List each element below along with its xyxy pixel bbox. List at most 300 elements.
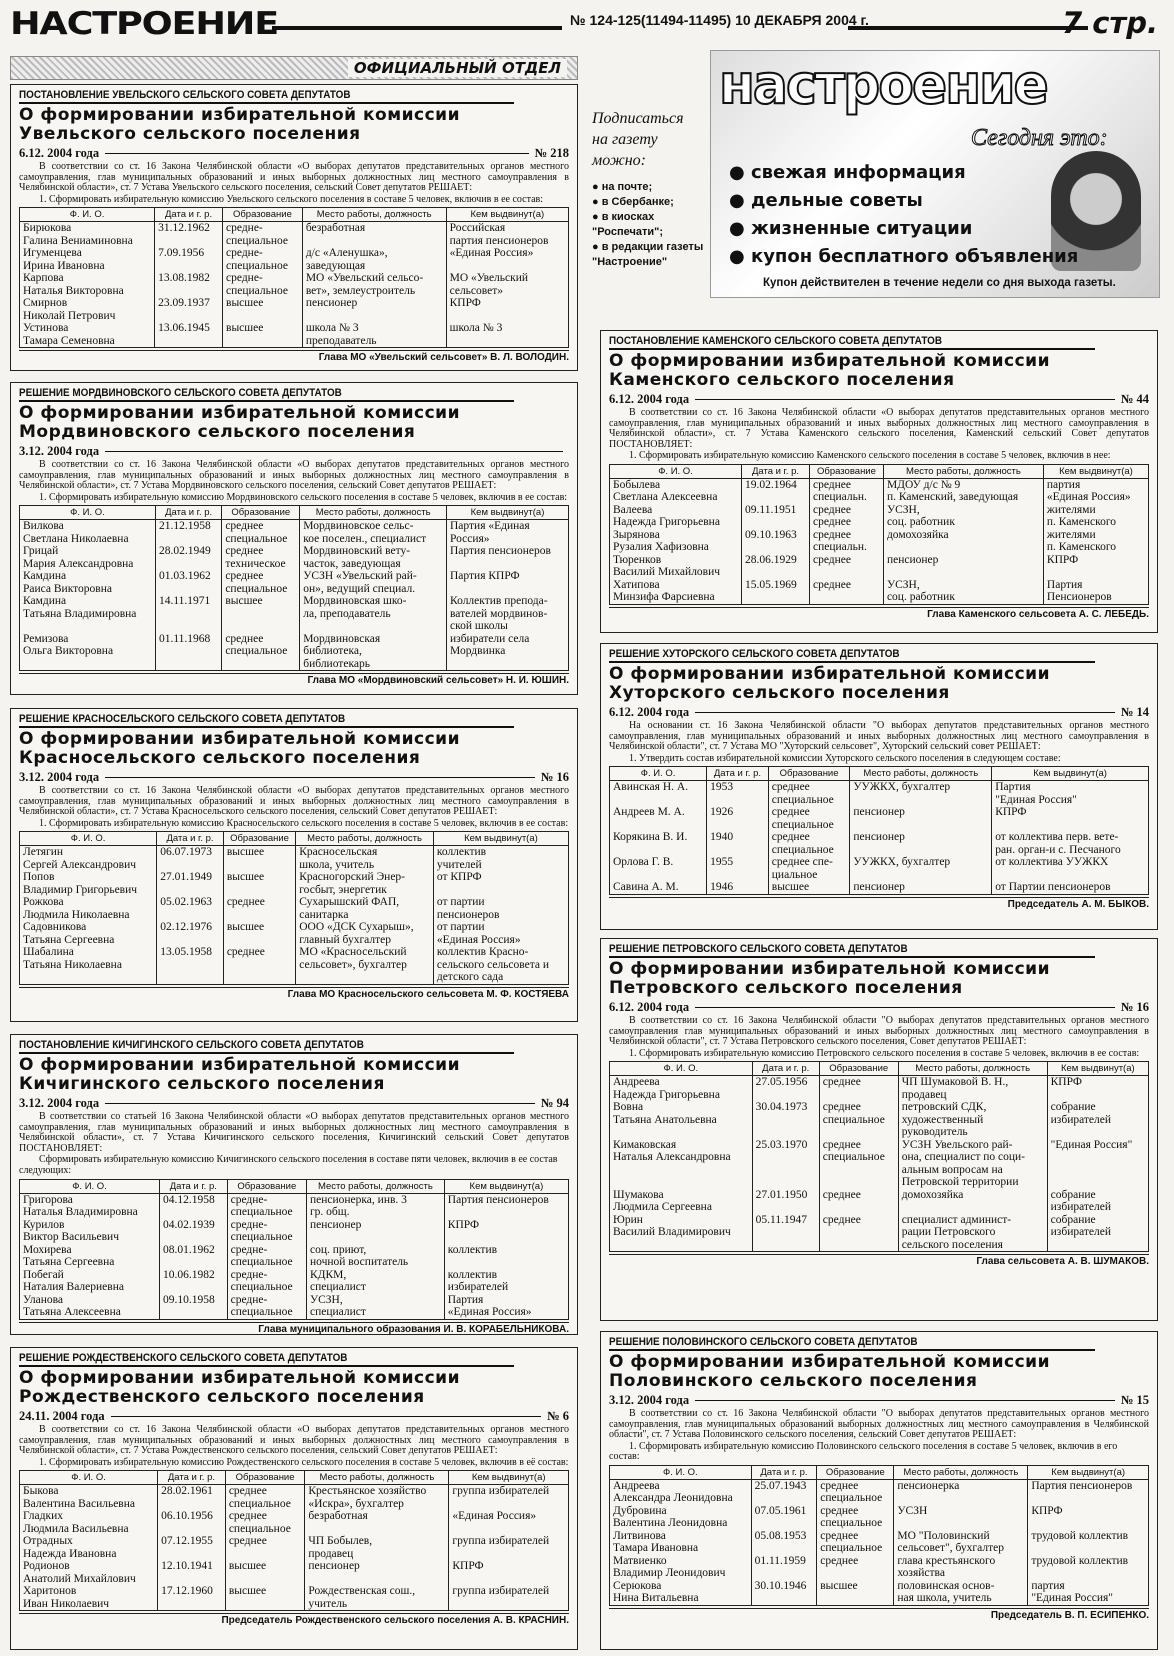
table-cell: Мохирева Татьяна Сергеевна — [20, 1244, 160, 1269]
table-cell: средне- специальное — [227, 1219, 306, 1244]
article-text: 1. Сформировать избирательную комиссию Петровского сельского поселения в составе 5 человек, включив в ее состав: — [629, 1047, 1140, 1059]
column-header: Дата и г. р. — [155, 208, 223, 222]
table-cell: среднее специальное — [819, 1101, 898, 1139]
table-row — [20, 1193, 569, 1219]
table-cell: Зырянова Рузалия Хафизовна — [610, 529, 742, 554]
table-cell: Российская партия пенсионеров — [446, 222, 568, 248]
column-header: Ф. И. О. — [610, 464, 742, 478]
article-kicker: РЕШЕНИЕ ХУТОРСКОГО СЕЛЬСКОГО СОВЕТА ДЕПУТАТОВ — [609, 648, 1095, 663]
article-text: 1. Сформировать избирательную комиссию Половинского сельского поселения в составе 5 человек, включив в его состав: — [609, 1440, 1118, 1463]
signature: Глава МО «Увельский сельсовет» В. Л. ВОЛОДИН. — [19, 350, 569, 363]
article-date: 6.12. 2004 года — [19, 146, 100, 160]
table-cell: 15.05.1969 — [742, 579, 810, 605]
column-header: Ф. И. О. — [610, 1062, 753, 1076]
table-cell: Мордвиновская шко- ла, преподаватель — [300, 595, 447, 633]
table-row — [610, 554, 1149, 579]
table-row — [610, 806, 1149, 831]
article-title: О формировании избирательной комиссии Мордвиновского сельского поселения — [19, 403, 461, 442]
article-number: № 218 — [534, 146, 569, 160]
list-item: ● в Сбербанке; — [592, 195, 712, 210]
article-text: В соответствии со ст. 16 Закона Челябинской области "О выборах депутатов представительных органов местного самоуправления, глав муниципальных образований выборных должностных лиц местного самоуправления в Челябинской области", ст. 7 Устава Половинского сельского поселения, сельский Совет депутатов РЕШАЕТ: — [609, 1408, 1149, 1441]
table-cell: Побегай Наталия Валериевна — [20, 1269, 160, 1294]
table-cell: УСЗН Увельского рай- она, специалист по соци- альным вопросам на Петровской территории — [898, 1139, 1047, 1189]
table-cell: 07.12.1955 — [158, 1535, 226, 1560]
table-cell: собрание избирателей — [1047, 1214, 1148, 1252]
table-cell: Партия "Единая Россия" — [992, 781, 1149, 807]
table-cell: Шумакова Людмила Сергеевна — [610, 1189, 753, 1214]
table-row — [20, 1219, 569, 1244]
table-cell: УСЗН — [894, 1505, 1028, 1530]
table-cell: средне- специальное — [223, 222, 303, 248]
table-cell: УУЖКХ, бухгалтер — [850, 781, 992, 807]
table-cell: 09.10.1963 — [742, 529, 810, 554]
table-cell: средне- специальное — [227, 1193, 306, 1219]
table-row — [20, 946, 569, 984]
table-cell: Рождественская сош., учитель — [305, 1585, 449, 1611]
signature: Глава муниципального образования И. В. КОРАБЕЛЬНИКОВА. — [19, 1322, 569, 1335]
article-number: № 16 — [540, 770, 569, 784]
table-row — [610, 1101, 1149, 1139]
column-header: Кем выдвинут(а) — [1047, 1062, 1148, 1076]
article-kicker: РЕШЕНИЕ КРАСНОСЕЛЬСКОГО СЕЛЬСКОГО СОВЕТА ДЕПУТАТОВ — [19, 713, 514, 728]
column-header: Дата и г. р. — [160, 1179, 228, 1193]
table-cell: 05.02.1963 — [157, 896, 224, 921]
column-header: Дата и г. р. — [751, 1465, 817, 1479]
table-row — [20, 272, 569, 297]
article-date: 24.11. 2004 года — [19, 1409, 105, 1423]
table-cell: 21.12.1958 — [155, 520, 221, 546]
article-title: О формировании избирательной комиссии Половинского сельского поселения — [609, 1352, 1051, 1391]
date-line — [609, 705, 1149, 720]
table-cell: пенсионер — [302, 297, 446, 322]
table-cell: среднее специальн. — [810, 529, 884, 554]
table-cell: Быкова Валентина Васильевна — [20, 1485, 158, 1511]
article-text: В соответствии со ст. 16 Закона Челябинской области «О выборах депутатов представительных органов местного самоуправления, глав муниципальных образований и иных выборных должностных лиц местного самоуправления в Челябинской области», ст. 7 Устава Увельского сельского поселения, сельский Совет депутатов РЕШАЕТ: — [19, 161, 569, 194]
column-header: Кем выдвинут(а) — [433, 832, 568, 846]
article-title: О формировании избирательной комиссии Красносельского сельского поселения — [19, 729, 461, 768]
table-cell: ЧП Шумаковой В. Н., продавец — [898, 1076, 1047, 1102]
column-header: Ф. И. О. — [20, 1471, 158, 1485]
table-row — [610, 831, 1149, 856]
column-header: Кем выдвинут(а) — [449, 1471, 569, 1485]
table-cell: МО «Увельский сельсо- вет», землеустроитель — [302, 272, 446, 297]
ad-today: Сегодня это: — [971, 125, 1108, 151]
signature: Глава МО Красносельского сельсовета М. Ф. КОСТЯЕВА — [19, 987, 569, 1000]
article-text: В соответствии со ст. 16 Закона Челябинской области «О выборах депутатов представительных органов местного самоуправления, глав муниципальных образований и иных выборных должностных лиц местного самоуправления в Челябинской области», ст. 7 Устава Каменского сельского поселения, Каменский сельский Совет депутатов ПОСТАНОВЛЯЕТ: — [609, 407, 1149, 450]
table-cell: Партия Пенсионеров — [1043, 579, 1148, 605]
header-rule — [272, 26, 562, 30]
table-cell: Юрин Василий Владимирович — [610, 1214, 753, 1252]
table-cell: трудовой коллектив — [1028, 1555, 1149, 1580]
table-cell: 19.02.1964 — [742, 478, 810, 504]
list-item: ● купон бесплатного объявления — [729, 243, 1078, 271]
table-cell: КПРФ — [449, 1560, 569, 1585]
table-cell: среднее специальное — [817, 1530, 894, 1555]
signature: Глава сельсовета А. В. ШУМАКОВ. — [609, 1254, 1149, 1267]
table-cell: жителями п. Каменского — [1043, 529, 1148, 554]
table-cell: УСЗН, соц. работник — [883, 504, 1043, 529]
table-cell: 27.05.1956 — [752, 1076, 819, 1102]
section-title: ОФИЦИАЛЬНЫЙ ОТДЕЛ — [348, 59, 567, 77]
column-header: Кем выдвинут(а) — [1028, 1465, 1149, 1479]
table-row — [20, 1560, 569, 1585]
table-cell: среднее специальное — [768, 831, 850, 856]
table-cell: пенсионер — [850, 831, 992, 856]
column-header: Ф. И. О. — [20, 1179, 160, 1193]
table-row — [610, 856, 1149, 881]
table-cell: среднее специальное — [768, 781, 850, 807]
column-header: Образование — [810, 464, 884, 478]
table-cell: 09.10.1958 — [160, 1294, 228, 1320]
table-cell: 1946 — [707, 881, 769, 894]
table-cell: высшее — [222, 595, 300, 633]
table-cell: средне- специальное — [227, 1294, 306, 1320]
table-cell: 10.06.1982 — [160, 1269, 228, 1294]
table-cell: Крестьянское хозяйство «Искра», бухгалтер — [305, 1485, 449, 1511]
table-cell: Карпова Наталья Викторовна — [20, 272, 155, 297]
table-cell: среднее специальное — [819, 1139, 898, 1189]
table-cell: 05.08.1953 — [751, 1530, 817, 1555]
table-row — [610, 1505, 1149, 1530]
decree-article — [600, 643, 1158, 930]
column-header: Место работы, должность — [302, 208, 446, 222]
table-cell: 09.11.1951 — [742, 504, 810, 529]
column-header: Место работы, должность — [300, 506, 447, 520]
table-cell: 25.03.1970 — [752, 1139, 819, 1189]
table-cell: Тюренков Василий Михайлович — [610, 554, 742, 579]
table-cell: УСЗН, специалист — [306, 1294, 444, 1320]
column-header: Кем выдвинут(а) — [992, 767, 1149, 781]
table-cell: коллектив — [444, 1244, 568, 1269]
table-cell: Дубровина Валентина Леонидовна — [610, 1505, 752, 1530]
table-cell: Рожкова Людмила Николаевна — [20, 896, 157, 921]
table-cell: Валеева Надежда Григорьевна — [610, 504, 742, 529]
table-cell: среднее — [810, 579, 884, 605]
signature: Председатель В. П. ЕСИПЕНКО. — [609, 1608, 1149, 1621]
table-cell: Сухарышский ФАП, санитарка — [296, 896, 434, 921]
column-header: Дата и г. р. — [752, 1062, 819, 1076]
table-cell: Уланова Татьяна Алексеевна — [20, 1294, 160, 1320]
list-item: ● на почте; — [592, 180, 712, 195]
table-cell: Красногорский Энер- госбыт, энергетик — [296, 871, 434, 896]
table-cell: группа избирателей — [449, 1485, 569, 1511]
table-cell: коллектив учителей — [433, 846, 568, 872]
table-cell: среднее специальное — [817, 1505, 894, 1530]
table-cell: Авинская Н. А. — [610, 781, 707, 807]
table-cell: 06.07.1973 — [157, 846, 224, 872]
table-row — [610, 579, 1149, 605]
article-text: На основании ст. 16 Закона Челябинской области "О выборах депутатов представительных органов местного самоуправления, глав муниципальных образований и иных выборных должностных лиц местного самоуправления в Челябинской области", ст. 7 Устава МО "Хуторский сельсовет", Хуторский сельский совет РЕШАЕТ: — [609, 720, 1149, 753]
table-cell: Игуменцева Ирина Ивановна — [20, 247, 155, 272]
table-cell: Харитонов Иван Николаевич — [20, 1585, 158, 1611]
article-text: 1. Сформировать избирательную комиссию Рождественского сельского поселения в составе 5 человек, включив в её состав: — [39, 1456, 569, 1468]
column-header: Образование — [768, 767, 850, 781]
column-header: Образование — [817, 1465, 894, 1479]
table-cell: партия «Единая Россия» — [1043, 478, 1148, 504]
table-row — [610, 478, 1149, 504]
table-cell: Литвинова Тамара Ивановна — [610, 1530, 752, 1555]
table-cell: высшее — [223, 297, 303, 322]
table-cell: Отрадных Надежда Ивановна — [20, 1535, 158, 1560]
article-kicker: РЕШЕНИЕ ПЕТРОВСКОГО СЕЛЬСКОГО СОВЕТА ДЕПУТАТОВ — [609, 943, 1095, 958]
subscribe-places — [592, 180, 712, 270]
table-cell: Шабалина Татьяна Николаевна — [20, 946, 157, 984]
table-cell: 1953 — [707, 781, 769, 807]
article-date: 6.12. 2004 года — [609, 1000, 690, 1014]
article-text: В соответствии со ст. 16 Закона Челябинской области «О выборах депутатов представительных органов местного самоуправления, глав муниципальных образований и иных выборных должностных лиц местного самоуправления в Челябинской области», ст. 7 Устава Мордвиновского сельского поселения, сельский Совет депутатов РЕШАЕТ: — [19, 459, 569, 492]
article-kicker: РЕШЕНИЕ РОЖДЕСТВЕНСКОГО СЕЛЬСКОГО СОВЕТА ДЕПУТАТОВ — [19, 1352, 514, 1367]
table-cell: среднее среднее — [810, 504, 884, 529]
table-cell: Ремизова Ольга Викторовна — [20, 633, 156, 671]
table-cell: среднее специальное — [817, 1479, 894, 1505]
table-row — [610, 1139, 1149, 1189]
table-cell: среднее — [223, 946, 295, 984]
decree-article — [10, 708, 578, 1022]
column-header: Место работы, должность — [894, 1465, 1028, 1479]
table-cell: МО «Увельский сельсовет» — [446, 272, 568, 297]
table-cell: 27.01.1950 — [752, 1189, 819, 1214]
list-item: ● жизненные ситуации — [729, 215, 1078, 243]
table-cell: Андреева Александра Леонидовна — [610, 1479, 752, 1505]
table-cell: безработная — [305, 1510, 449, 1535]
table-cell: среднее спе- циальное — [768, 856, 850, 881]
table-row — [20, 322, 569, 348]
article-number: № 15 — [1120, 1393, 1149, 1407]
table-cell: среднее специальное — [222, 570, 300, 595]
article-text: 1. Сформировать избирательную комиссию Мордвиновского сельского поселения в составе 5 человек, включив в ее состав: — [39, 491, 568, 503]
article-number: № 14 — [1120, 705, 1149, 719]
table-cell: 23.09.1937 — [155, 297, 223, 322]
table-row — [610, 1580, 1149, 1606]
table-row — [20, 297, 569, 322]
date-line — [19, 1409, 569, 1424]
column-header: Ф. И. О. — [20, 208, 155, 222]
table-cell: КПРФ — [446, 297, 568, 322]
decree-article — [10, 1034, 578, 1335]
table-row — [610, 529, 1149, 554]
table-cell: высшее — [225, 1585, 305, 1611]
table-cell: среднее — [225, 1535, 305, 1560]
table-cell: Вовна Татьяна Анатольевна — [610, 1101, 753, 1139]
table-row — [610, 1530, 1149, 1555]
table-cell: 08.01.1962 — [160, 1244, 228, 1269]
table-cell: среднее специальн. — [810, 478, 884, 504]
table-cell: пенсионер — [850, 806, 992, 831]
column-header: Кем выдвинут(а) — [446, 208, 568, 222]
article-date: 3.12. 2004 года — [19, 1096, 100, 1110]
members-table — [609, 766, 1149, 895]
table-cell: КПРФ — [992, 806, 1149, 831]
table-cell: 04.12.1958 — [160, 1193, 228, 1219]
table-cell: Партия пенсионеров — [444, 1193, 568, 1219]
table-cell: Корякина В. И. — [610, 831, 707, 856]
table-cell: 1955 — [707, 856, 769, 881]
column-header: Образование — [222, 506, 300, 520]
decree-article — [10, 382, 578, 695]
list-item: ● в киосках "Роспечати"; — [592, 210, 712, 240]
table-row — [20, 633, 569, 671]
article-kicker: ПОСТАНОВЛЕНИЕ УВЕЛЬСКОГО СЕЛЬСКОГО СОВЕТА ДЕПУТАТОВ — [19, 89, 514, 104]
members-table — [609, 1465, 1149, 1606]
article-text: В соответствии со ст. 16 Закона Челябинской области "О выборах депутатов представительных органов местного самоуправления глав муниципальных образований и иных выборных должностных лиц местного самоуправления в Челябинской области", ст. 7 Устава Петровского сельского поселения, Совет депутатов РЕШАЕТ: — [609, 1015, 1149, 1048]
table-row — [20, 595, 569, 633]
table-row — [20, 520, 569, 546]
table-cell: средне- специальное — [227, 1269, 306, 1294]
table-cell: Камдина Татьяна Владимировна — [20, 595, 156, 633]
article-text: В соответствии со статьей 16 Закона Челябинской области «О выборах депутатов представительных органов местного самоуправления, глав муниципальных образований и иных выборных должностных лиц местного самоуправления в Челябинской области», ст. 7 Устава Кичигинского сельского поселения, Кичигинский сельский Совет депутатов ПОСТАНОВЛЯЕТ: — [19, 1111, 569, 1154]
table-cell: 17.12.1960 — [158, 1585, 226, 1611]
table-cell: 13.08.1982 — [155, 272, 223, 297]
members-table — [19, 207, 569, 348]
table-cell: Мордвиновское сельс- кое поселен., специалист — [300, 520, 447, 546]
table-cell: трудовой коллектив — [1028, 1530, 1149, 1555]
table-cell: от коллектива УУЖКХ — [992, 856, 1149, 881]
table-cell: Серюкова Нина Витальевна — [610, 1580, 752, 1606]
article-text: 1. Утвердить состав избирательной комиссии Хуторского сельского поселения в следующем составе: — [629, 752, 1061, 764]
table-cell: Гладких Людмила Васильевна — [20, 1510, 158, 1535]
table-cell: «Единая Россия» — [449, 1510, 569, 1535]
table-cell: высшее — [223, 846, 295, 872]
table-cell: среднее — [817, 1555, 894, 1580]
table-cell: 05.11.1947 — [752, 1214, 819, 1252]
column-header: Кем выдвинут(а) — [447, 506, 569, 520]
table-cell: среднее — [819, 1214, 898, 1252]
table-row — [20, 871, 569, 896]
table-cell: от КПРФ — [433, 871, 568, 896]
decree-article — [600, 330, 1158, 633]
table-row — [20, 247, 569, 272]
table-cell: средне- специальное — [223, 272, 303, 297]
column-header: Дата и г. р. — [742, 464, 810, 478]
table-row — [20, 896, 569, 921]
decree-article — [600, 1331, 1158, 1650]
table-cell: Бирюкова Галина Вениаминовна — [20, 222, 155, 248]
table-cell: 13.05.1958 — [157, 946, 224, 984]
ad-features — [729, 159, 1078, 271]
article-kicker: РЕШЕНИЕ ПОЛОВИНСКОГО СЕЛЬСКОГО СОВЕТА ДЕПУТАТОВ — [609, 1336, 1095, 1351]
table-cell: средне- специальное — [223, 247, 303, 272]
table-cell: ЧП Бобылев, продавец — [305, 1535, 449, 1560]
date-line — [609, 392, 1149, 407]
table-row — [20, 545, 569, 570]
table-cell: партия "Единая Россия" — [1028, 1580, 1149, 1606]
table-cell: высшее — [225, 1560, 305, 1585]
column-header: Кем выдвинут(а) — [444, 1179, 568, 1193]
table-cell: среднее специальное — [222, 520, 300, 546]
table-cell: Родионов Анатолий Михайлович — [20, 1560, 158, 1585]
table-cell: МО «Красносельский сельсовет», бухгалтер — [296, 946, 434, 984]
table-row — [20, 1535, 569, 1560]
article-text: В соответствии со ст. 16 Закона Челябинской области «О выборах депутатов представительных органов местного самоуправления, глав муниципальных образований и иных выборных должностных лиц местного самоуправления в Челябинской области», ст. 7 Устава Рождественского сельского поселения, сельский Совет депутатов РЕШАЕТ: — [19, 1424, 569, 1457]
members-table — [19, 1470, 569, 1611]
table-cell: глава крестьянского хозяйства — [894, 1555, 1028, 1580]
article-date: 6.12. 2004 года — [609, 392, 690, 406]
table-cell: 30.10.1946 — [751, 1580, 817, 1606]
table-cell: КПРФ — [1047, 1076, 1148, 1102]
column-header: Ф. И. О. — [20, 832, 157, 846]
table-cell: от коллектива перв. вете- ран. орган-и с. Песчаного — [992, 831, 1149, 856]
table-cell: Партия «Единая Россия» — [447, 520, 569, 546]
article-text: 1. Сформировать избирательную комиссию Красносельского сельского поселения в составе 5 человек, включив в ее состав: — [39, 817, 569, 829]
members-table — [19, 831, 569, 985]
table-cell: КПРФ — [444, 1219, 568, 1244]
article-number: № 6 — [547, 1409, 569, 1423]
table-cell: среднее специальное — [222, 633, 300, 671]
table-cell: высшее — [223, 322, 303, 348]
date-line — [609, 1000, 1149, 1015]
column-header: Дата и г. р. — [157, 832, 224, 846]
table-cell: коллектив избирателей — [444, 1269, 568, 1294]
page-header — [10, 6, 1164, 44]
column-header: Дата и г. р. — [155, 506, 221, 520]
table-cell: Красносельская школа, учитель — [296, 846, 434, 872]
table-cell: Партия пенсионеров — [1028, 1479, 1149, 1505]
table-cell: д/с «Аленушка», заведующая — [302, 247, 446, 272]
table-row — [610, 1189, 1149, 1214]
table-cell: Кимаковская Наталья Александровна — [610, 1139, 753, 1189]
table-row — [610, 1479, 1149, 1505]
table-cell: Григорова Наталья Владимировна — [20, 1193, 160, 1219]
table-cell: группа избирателей — [449, 1585, 569, 1611]
table-cell: Устинова Тамара Семеновна — [20, 322, 155, 348]
table-cell: среднее — [819, 1076, 898, 1102]
members-table — [19, 505, 569, 671]
table-row — [610, 1214, 1149, 1252]
column-header: Образование — [819, 1062, 898, 1076]
article-title: О формировании избирательной комиссии Каменского сельского поселения — [609, 351, 1051, 390]
table-row — [20, 1485, 569, 1511]
table-cell: Летягин Сергей Александрович — [20, 846, 157, 872]
column-header: Образование — [225, 1471, 305, 1485]
article-text: В соответствии со ст. 16 Закона Челябинской области «О выборах депутатов представительных органов местного самоуправления, глав муниципальных образований и иных выборных должностных лиц местного самоуправления в Челябинской области», ст. 7 Устава Красносельского сельского поселения, сельский Совет депутатов РЕШАЕТ: — [19, 785, 569, 818]
article-date: 3.12. 2004 года — [19, 770, 100, 784]
table-cell: 28.06.1929 — [742, 554, 810, 579]
table-cell: КПРФ — [1043, 554, 1148, 579]
column-header: Ф. И. О. — [610, 767, 707, 781]
table-cell: Вилкова Светлана Николаевна — [20, 520, 156, 546]
table-cell: 28.02.1961 — [158, 1485, 226, 1511]
table-cell: Партия КПРФ — [447, 570, 569, 595]
table-cell: школа № 3 — [446, 322, 568, 348]
table-cell: 27.01.1949 — [157, 871, 224, 896]
column-header: Дата и г. р. — [158, 1471, 226, 1485]
table-cell: Бобылева Светлана Алексеевна — [610, 478, 742, 504]
article-kicker: РЕШЕНИЕ МОРДВИНОВСКОГО СЕЛЬСКОГО СОВЕТА ДЕПУТАТОВ — [19, 387, 514, 402]
table-cell: половинская основ- ная школа, учитель — [894, 1580, 1028, 1606]
column-header: Место работы, должность — [306, 1179, 444, 1193]
table-cell: 30.04.1973 — [752, 1101, 819, 1139]
column-header: Образование — [223, 832, 295, 846]
table-cell: группа избирателей — [449, 1535, 569, 1560]
signature: Председатель А. М. БЫКОВ. — [609, 897, 1149, 910]
table-cell: среднее — [223, 896, 295, 921]
article-title: О формировании избирательной комиссии Увельского сельского поселения — [19, 105, 461, 144]
table-cell: 06.10.1956 — [158, 1510, 226, 1535]
table-cell: Андреев М. А. — [610, 806, 707, 831]
table-cell: Мордвиновская библиотека, библиотекарь — [300, 633, 447, 671]
table-cell: КДКМ, специалист — [306, 1269, 444, 1294]
list-item: ● дельные советы — [729, 187, 1078, 215]
table-row — [20, 921, 569, 946]
table-cell: Мордвиновский вету- часток, заведующая — [300, 545, 447, 570]
table-row — [20, 1510, 569, 1535]
table-cell: Попов Владимир Григорьевич — [20, 871, 157, 896]
article-text: Сформировать избирательную комиссию Кичигинского сельского поселения в составе пяти человек, включив в ее состав следующих: — [19, 1154, 558, 1176]
table-cell: 07.05.1961 — [751, 1505, 817, 1530]
table-cell: среднее — [819, 1189, 898, 1214]
table-cell: 31.12.1962 — [155, 222, 223, 248]
members-table — [609, 464, 1149, 605]
